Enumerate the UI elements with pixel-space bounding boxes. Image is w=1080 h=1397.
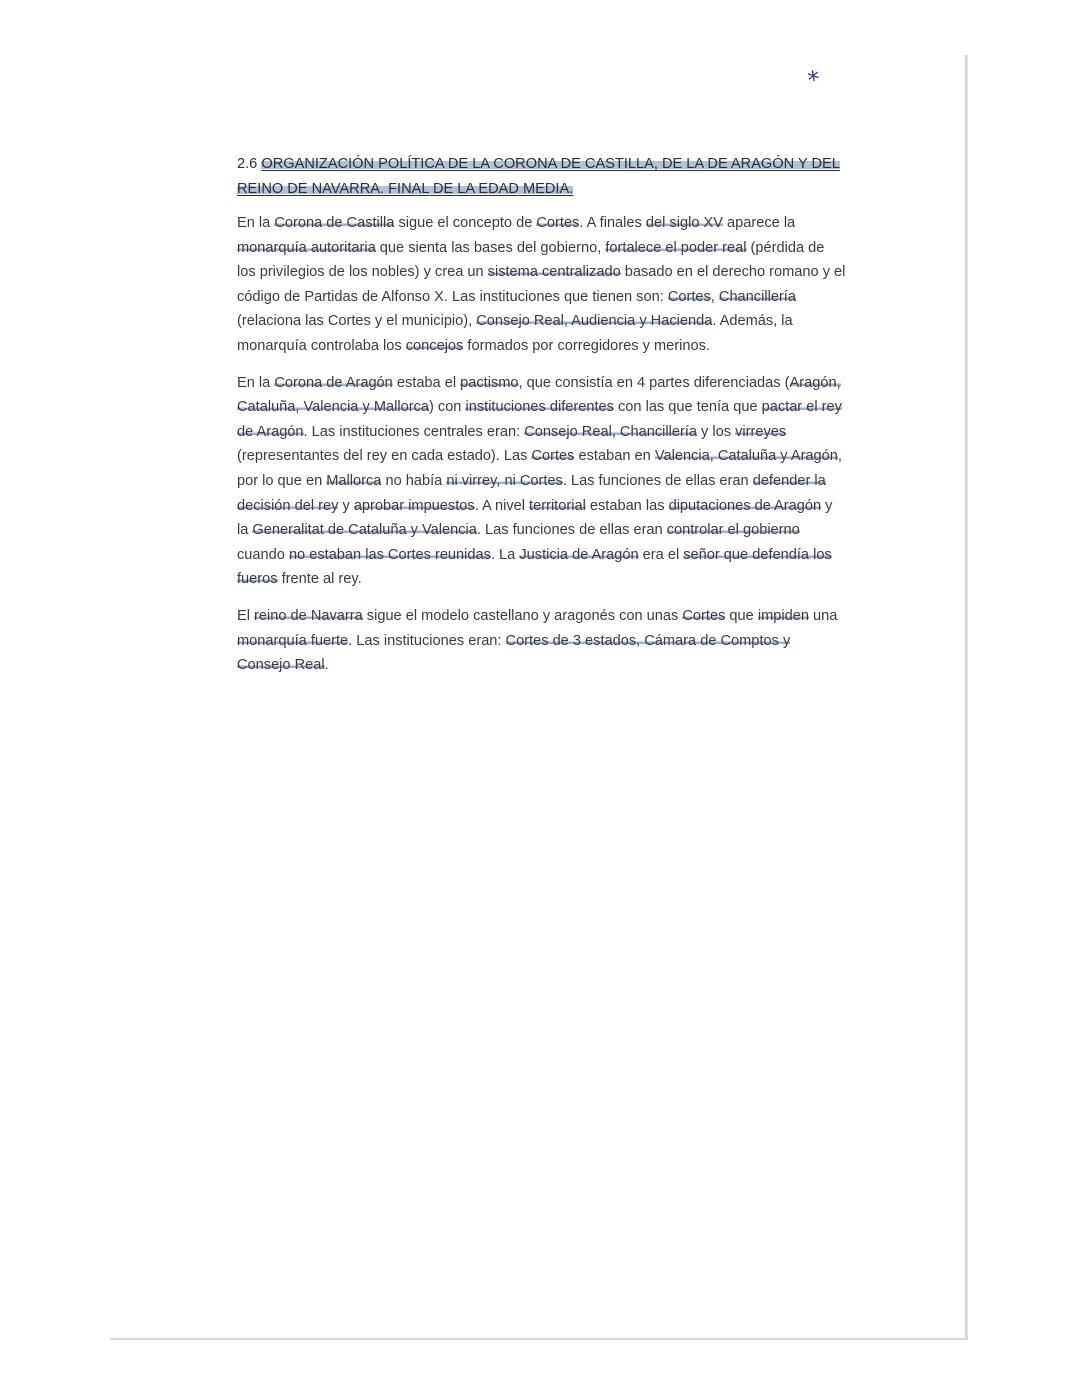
text-run: cuando xyxy=(237,546,289,563)
text-run: que xyxy=(725,607,758,624)
document-body xyxy=(237,152,847,690)
highlighted-text: Consejo Real, Audiencia y Hacienda xyxy=(476,313,713,330)
highlighted-text: Aragón, Cataluña, Valencia y Mallorca xyxy=(237,374,841,416)
text-run: , por lo que en xyxy=(237,448,842,489)
page-edge-right xyxy=(965,55,968,1340)
highlighted-text: del siglo XV xyxy=(645,215,723,231)
highlighted-text: virreyes xyxy=(735,423,787,440)
highlighted-text: controlar el gobierno xyxy=(666,522,800,539)
text-run: era el xyxy=(638,546,684,563)
pen-asterisk-mark: * xyxy=(805,65,823,95)
text-run: (representantes del rey en cada estado). Las xyxy=(237,448,532,465)
section-number: 2.6 xyxy=(237,156,258,172)
highlighted-text: Justicia de Aragón xyxy=(519,546,639,563)
highlighted-text: Chancillería xyxy=(718,288,796,305)
highlighted-text: Mallorca xyxy=(326,472,382,489)
highlighted-text: ni virrey, ni Cortes xyxy=(446,472,563,489)
paragraph-navarra xyxy=(237,604,847,678)
highlighted-text: Cortes xyxy=(531,448,575,465)
highlighted-text: Cortes de 3 estados, Cámara de Comptos y Consejo Real xyxy=(237,632,791,674)
text-run: basado en el derecho romano y el código de Partidas de Alfonso X. Las instituciones que tienen son: xyxy=(237,264,846,305)
text-run: estaban en xyxy=(574,448,655,465)
text-run: y la xyxy=(237,497,833,539)
highlighted-text: Cortes xyxy=(536,215,580,231)
text-run: una xyxy=(808,607,838,624)
text-run: (relaciona las Cortes y el municipio), xyxy=(237,313,477,330)
text-run: ) con xyxy=(428,399,466,416)
highlighted-text: no estaban las Cortes reunidas xyxy=(288,546,491,563)
text-run: y los xyxy=(696,423,736,440)
highlighted-text: pactismo xyxy=(460,374,519,391)
text-run: En la xyxy=(237,215,275,231)
text-run: . xyxy=(324,657,329,674)
highlighted-text: monarquía autoritaria xyxy=(237,239,376,256)
text-run: . A finales xyxy=(579,215,646,231)
text-run: estaba el xyxy=(392,374,461,391)
text-run: . Las funciones de ellas eran xyxy=(562,472,753,489)
highlighted-text: pactar el rey de Aragón xyxy=(237,399,842,440)
text-run: con las que tenía que xyxy=(613,399,762,416)
text-run: sigue el concepto de xyxy=(394,215,537,231)
highlighted-text: territorial xyxy=(529,497,586,514)
text-run: aparece la xyxy=(722,215,796,231)
text-run: . Además, la monarquía controlaba los xyxy=(237,313,793,354)
text-run: (pérdida de los privilegios de los nobles) y crea un xyxy=(237,239,825,281)
text-run: En la xyxy=(237,374,275,391)
text-run: El xyxy=(237,607,255,624)
text-run: . La xyxy=(490,546,520,563)
highlighted-text: concejos xyxy=(405,337,464,354)
text-run: que sienta las bases del gobierno, xyxy=(375,239,606,256)
section-heading xyxy=(237,152,847,202)
highlighted-text: Valencia, Cataluña y Aragón xyxy=(654,448,838,465)
highlighted-text: impiden xyxy=(757,607,809,624)
text-run: . Las instituciones eran: xyxy=(348,632,506,649)
highlighted-text: Generalitat de Cataluña y Valencia xyxy=(252,522,477,539)
highlighted-text: reino de Navarra xyxy=(254,607,363,624)
text-run: frente al rey. xyxy=(277,571,362,588)
paragraph-aragon xyxy=(237,371,847,592)
highlighted-text: monarquía fuerte xyxy=(237,632,349,649)
text-run: sigue el modelo castellano y aragonés con unas xyxy=(362,607,683,624)
text-run: y xyxy=(338,497,354,514)
highlighted-text: Cortes xyxy=(667,288,711,305)
highlighted-text: defender la decisión del rey xyxy=(237,472,826,514)
paragraph-castilla xyxy=(237,211,847,359)
text-run: . A nivel xyxy=(474,497,530,514)
highlighted-text: sistema centralizado xyxy=(487,264,621,281)
highlighted-text: aprobar impuestos xyxy=(353,497,475,514)
highlighted-text: Cortes xyxy=(682,607,726,624)
text-run: . Las instituciones centrales eran: xyxy=(303,423,525,440)
page-edge-bottom xyxy=(110,1338,968,1340)
text-run: , xyxy=(710,288,719,305)
highlighted-text: señor que defendía los fueros xyxy=(237,546,832,588)
text-run: , que consistía en 4 partes diferenciadas ( xyxy=(518,374,790,391)
highlighted-text: instituciones diferentes xyxy=(465,399,614,416)
section-title: ORGANIZACIÓN POLÍTICA DE LA CORONA DE CASTILLA, DE LA DE ARAGÓN Y DEL REINO DE NAVARRA. FINAL DE LA EDAD MEDIA. xyxy=(237,156,840,197)
highlighted-text: Corona de Aragón xyxy=(274,374,393,391)
text-run: no había xyxy=(381,472,447,489)
highlighted-text: diputaciones de Aragón xyxy=(668,497,822,514)
highlighted-text: Corona de Castilla xyxy=(274,215,395,231)
text-run: formados por corregidores y merinos. xyxy=(463,337,710,354)
text-run: . Las funciones de ellas eran xyxy=(476,522,667,539)
highlighted-text: Consejo Real, Chancillería xyxy=(524,423,697,440)
highlighted-text: fortalece el poder real xyxy=(605,239,747,256)
text-run: estaban las xyxy=(585,497,669,514)
